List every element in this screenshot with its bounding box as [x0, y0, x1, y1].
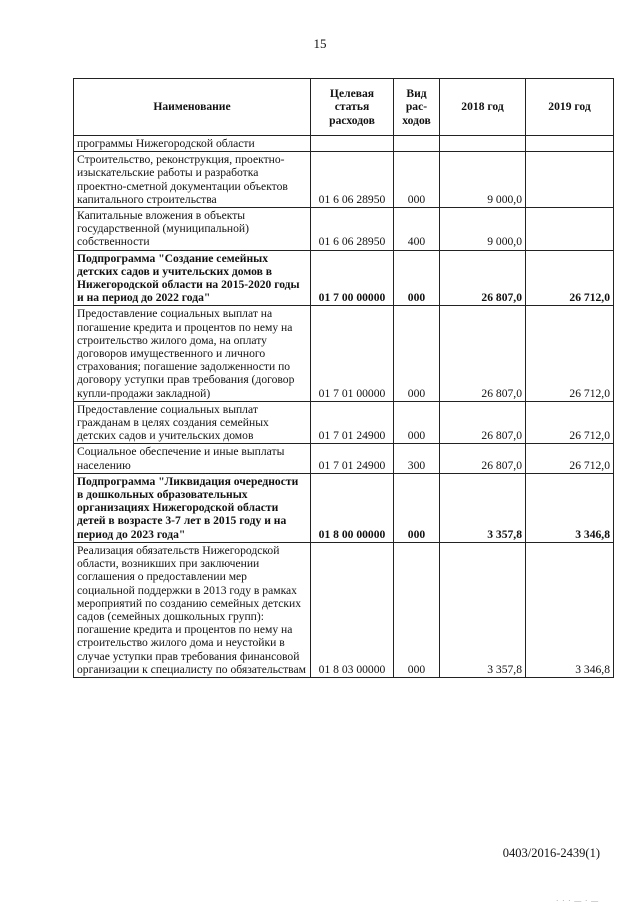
- budget-table: [73, 78, 614, 678]
- table-row: [74, 152, 614, 208]
- row-name-cell: Подпрограмма "Создание семейных детских садов и учительских домов в Нижегородской области на 2015-2020 годы и на период до 2022 года": [74, 250, 311, 306]
- row-expense-kind-cell: 000: [394, 542, 440, 677]
- row-year-2019-cell: [526, 136, 614, 152]
- row-name-cell: Социальное обеспечение и иные выплаты населению: [74, 444, 311, 473]
- row-expense-kind-cell: 400: [394, 208, 440, 251]
- header-year-2019: 2019 год: [526, 79, 614, 136]
- row-name-cell: Капитальные вложения в объекты государственной (муниципальной) собственности: [74, 208, 311, 251]
- page-number: 15: [313, 36, 327, 51]
- table-row: [74, 136, 614, 152]
- row-target-article-cell: 01 7 01 24900: [311, 444, 394, 473]
- table-row: [74, 444, 614, 473]
- header-row: [74, 79, 614, 136]
- row-year-2018-cell: 26 807,0: [440, 306, 526, 401]
- row-target-article-cell: 01 7 01 00000: [311, 306, 394, 401]
- row-expense-kind-cell: 000: [394, 401, 440, 444]
- row-target-article-cell: 01 7 00 00000: [311, 250, 394, 306]
- row-name-cell: Подпрограмма "Ликвидация очередности в дошкольных образовательных организациях Нижегородской области детей в возрасте 3-7 лет в 2015 году и на период до 2023 года": [74, 473, 311, 542]
- scan-artifact: · · · — · —: [556, 897, 600, 905]
- row-expense-kind-cell: 000: [394, 152, 440, 208]
- row-year-2018-cell: 26 807,0: [440, 401, 526, 444]
- row-year-2019-cell: 3 346,8: [526, 473, 614, 542]
- header-expense-kind: Вид рас-ходов: [394, 79, 440, 136]
- header-target-article: Целевая статья расходов: [311, 79, 394, 136]
- table-row: [74, 542, 614, 677]
- row-year-2019-cell: 26 712,0: [526, 250, 614, 306]
- row-year-2018-cell: 3 357,8: [440, 473, 526, 542]
- budget-table-header: [74, 79, 614, 136]
- row-target-article-cell: 01 8 03 00000: [311, 542, 394, 677]
- header-year-2018: 2018 год: [440, 79, 526, 136]
- table-row: [74, 208, 614, 251]
- row-expense-kind-cell: 300: [394, 444, 440, 473]
- row-year-2019-cell: 26 712,0: [526, 401, 614, 444]
- row-name-cell: программы Нижегородской области: [74, 136, 311, 152]
- row-expense-kind-cell: [394, 136, 440, 152]
- row-year-2019-cell: 3 346,8: [526, 542, 614, 677]
- table-row: [74, 250, 614, 306]
- row-target-article-cell: [311, 136, 394, 152]
- row-year-2019-cell: 26 712,0: [526, 306, 614, 401]
- document-number: 0403/2016-2439(1): [502, 846, 600, 860]
- row-year-2019-cell: [526, 152, 614, 208]
- row-name-cell: Строительство, реконструкция, проектно-изыскательские работы и разработка проектно-сметной документации объектов капитального строительства: [74, 152, 311, 208]
- table-row: [74, 473, 614, 542]
- row-target-article-cell: 01 8 00 00000: [311, 473, 394, 542]
- row-target-article-cell: 01 7 01 24900: [311, 401, 394, 444]
- header-name: Наименование: [74, 79, 311, 136]
- row-target-article-cell: 01 6 06 28950: [311, 208, 394, 251]
- row-year-2018-cell: 26 807,0: [440, 444, 526, 473]
- row-year-2018-cell: 3 357,8: [440, 542, 526, 677]
- row-year-2018-cell: [440, 136, 526, 152]
- budget-table-body: [74, 136, 614, 678]
- table-row: [74, 401, 614, 444]
- row-year-2019-cell: 26 712,0: [526, 444, 614, 473]
- row-year-2018-cell: 26 807,0: [440, 250, 526, 306]
- row-expense-kind-cell: 000: [394, 306, 440, 401]
- row-year-2018-cell: 9 000,0: [440, 208, 526, 251]
- row-year-2019-cell: [526, 208, 614, 251]
- row-name-cell: Предоставление социальных выплат на погашение кредита и процентов по нему на строительство жилого дома, на оплату договоров имущественного и личного страхования; погашение задолженности по договору уступки прав требования (договор купли-продажи закладной): [74, 306, 311, 401]
- row-name-cell: Реализация обязательств Нижегородской области, возникших при заключении соглашения о предоставлении мер социальной поддержки в 2013 году в рамках мероприятий по созданию семейных детских садов (семейных дошкольных групп): погашение кредита и процентов по нему на строительство жилого дома и неустойки в случае уступки прав требования финансовой организации к специалисту по обязательствам: [74, 542, 311, 677]
- row-expense-kind-cell: 000: [394, 473, 440, 542]
- row-year-2018-cell: 9 000,0: [440, 152, 526, 208]
- table-row: [74, 306, 614, 401]
- row-name-cell: Предоставление социальных выплат гражданам в целях создания семейных детских садов и учительских домов: [74, 401, 311, 444]
- row-target-article-cell: 01 6 06 28950: [311, 152, 394, 208]
- row-expense-kind-cell: 000: [394, 250, 440, 306]
